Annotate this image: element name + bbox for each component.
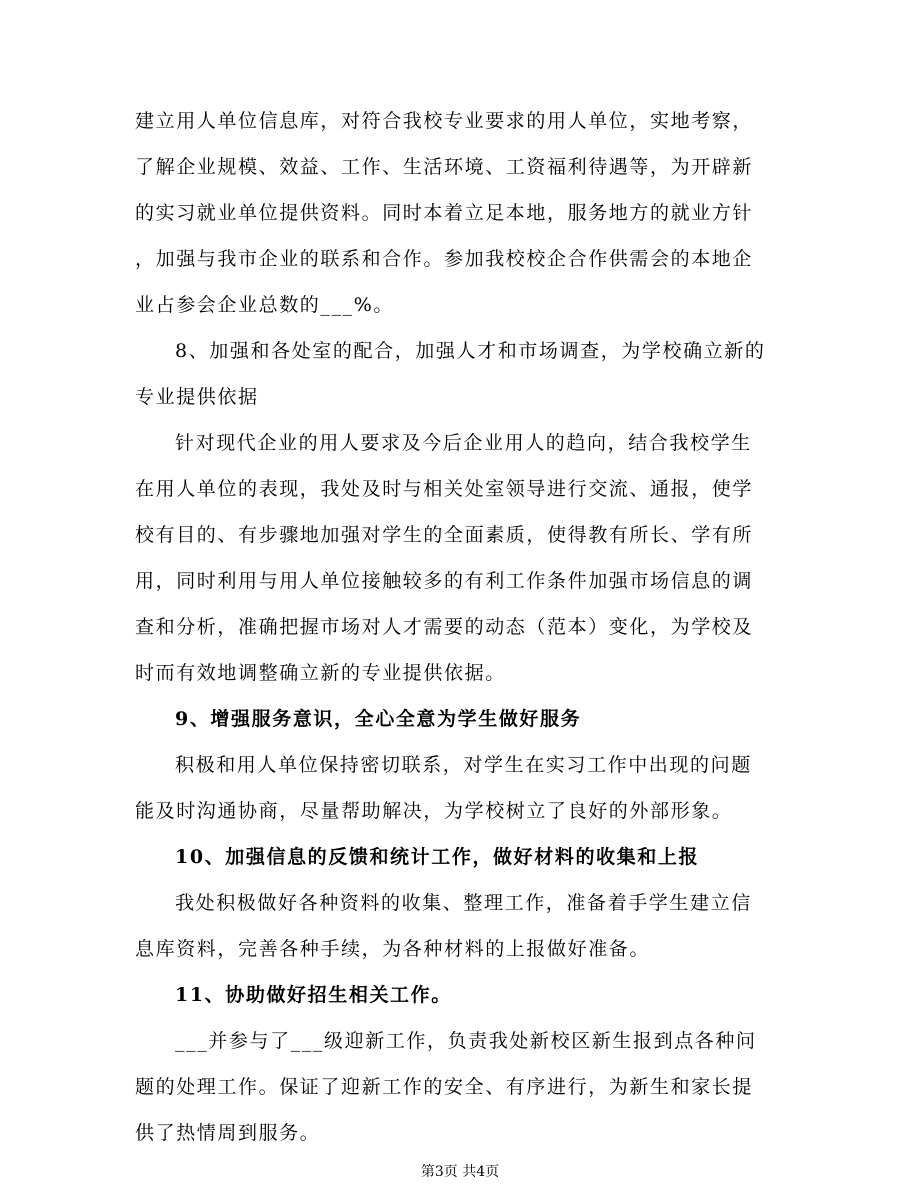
section-heading-8: 8、加强和各处室的配合，加强人才和市场调查，为学校确立新的 — [175, 340, 766, 362]
paragraph-line: 建立用人单位信息库，对符合我校专业要求的用人单位，实地考察， — [135, 110, 754, 132]
paragraph-line: 业占参会企业总数的___%。 — [135, 294, 394, 316]
paragraph-line: 题的处理工作。保证了迎新工作的安全、有序进行，为新生和家长提 — [135, 1076, 754, 1098]
paragraph-line: ___并参与了___级迎新工作，负责我处新校区新生报到点各种问 — [175, 1030, 757, 1052]
paragraph-line: 了解企业规模、效益、工作、生活环境、工资福利待遇等，为开辟新 — [135, 156, 754, 178]
paragraph-line: 在用人单位的表现，我处及时与相关处室领导进行交流、通报，使学 — [135, 478, 754, 500]
paragraph-line: 能及时沟通协商，尽量帮助解决，为学校树立了良好的外部形象。 — [135, 800, 733, 822]
paragraph-line: 时而有效地调整确立新的专业提供依据。 — [135, 662, 506, 684]
paragraph-line: 积极和用人单位保持密切联系，对学生在实习工作中出现的问题 — [175, 754, 752, 776]
paragraph-line: 查和分析，准确把握市场对人才需要的动态（范本）变化，为学校及 — [135, 616, 754, 638]
paragraph-line: 校有目的、有步骤地加强对学生的全面素质，使得教有所长、学有所 — [135, 524, 754, 546]
paragraph-line: 我处积极做好各种资料的收集、整理工作，准备着手学生建立信 — [175, 892, 752, 914]
paragraph-line: 的实习就业单位提供资料。同时本着立足本地，服务地方的就业方针 — [135, 202, 754, 224]
section-heading-9: 9、增强服务意识，全心全意为学生做好服务 — [175, 708, 582, 730]
paragraph-line: 息库资料，完善各种手续，为各种材料的上报做好准备。 — [135, 938, 651, 960]
paragraph-line: 供了热情周到服务。 — [135, 1122, 321, 1144]
section-heading-8-cont: 专业提供依据 — [135, 386, 259, 408]
paragraph-line: 针对现代企业的用人要求及今后企业用人的趋向，结合我校学生 — [175, 432, 752, 454]
paragraph-line: 用，同时利用与用人单位接触较多的有利工作条件加强市场信息的调 — [135, 570, 754, 592]
section-heading-10: 10、加强信息的反馈和统计工作，做好材料的收集和上报 — [175, 846, 700, 868]
section-heading-11: 11、协助做好招生相关工作。 — [175, 984, 452, 1006]
paragraph-line: ，加强与我市企业的联系和合作。参加我校校企合作供需会的本地企 — [135, 248, 754, 270]
page-footer: 第3页 共4页 — [420, 1164, 500, 1180]
